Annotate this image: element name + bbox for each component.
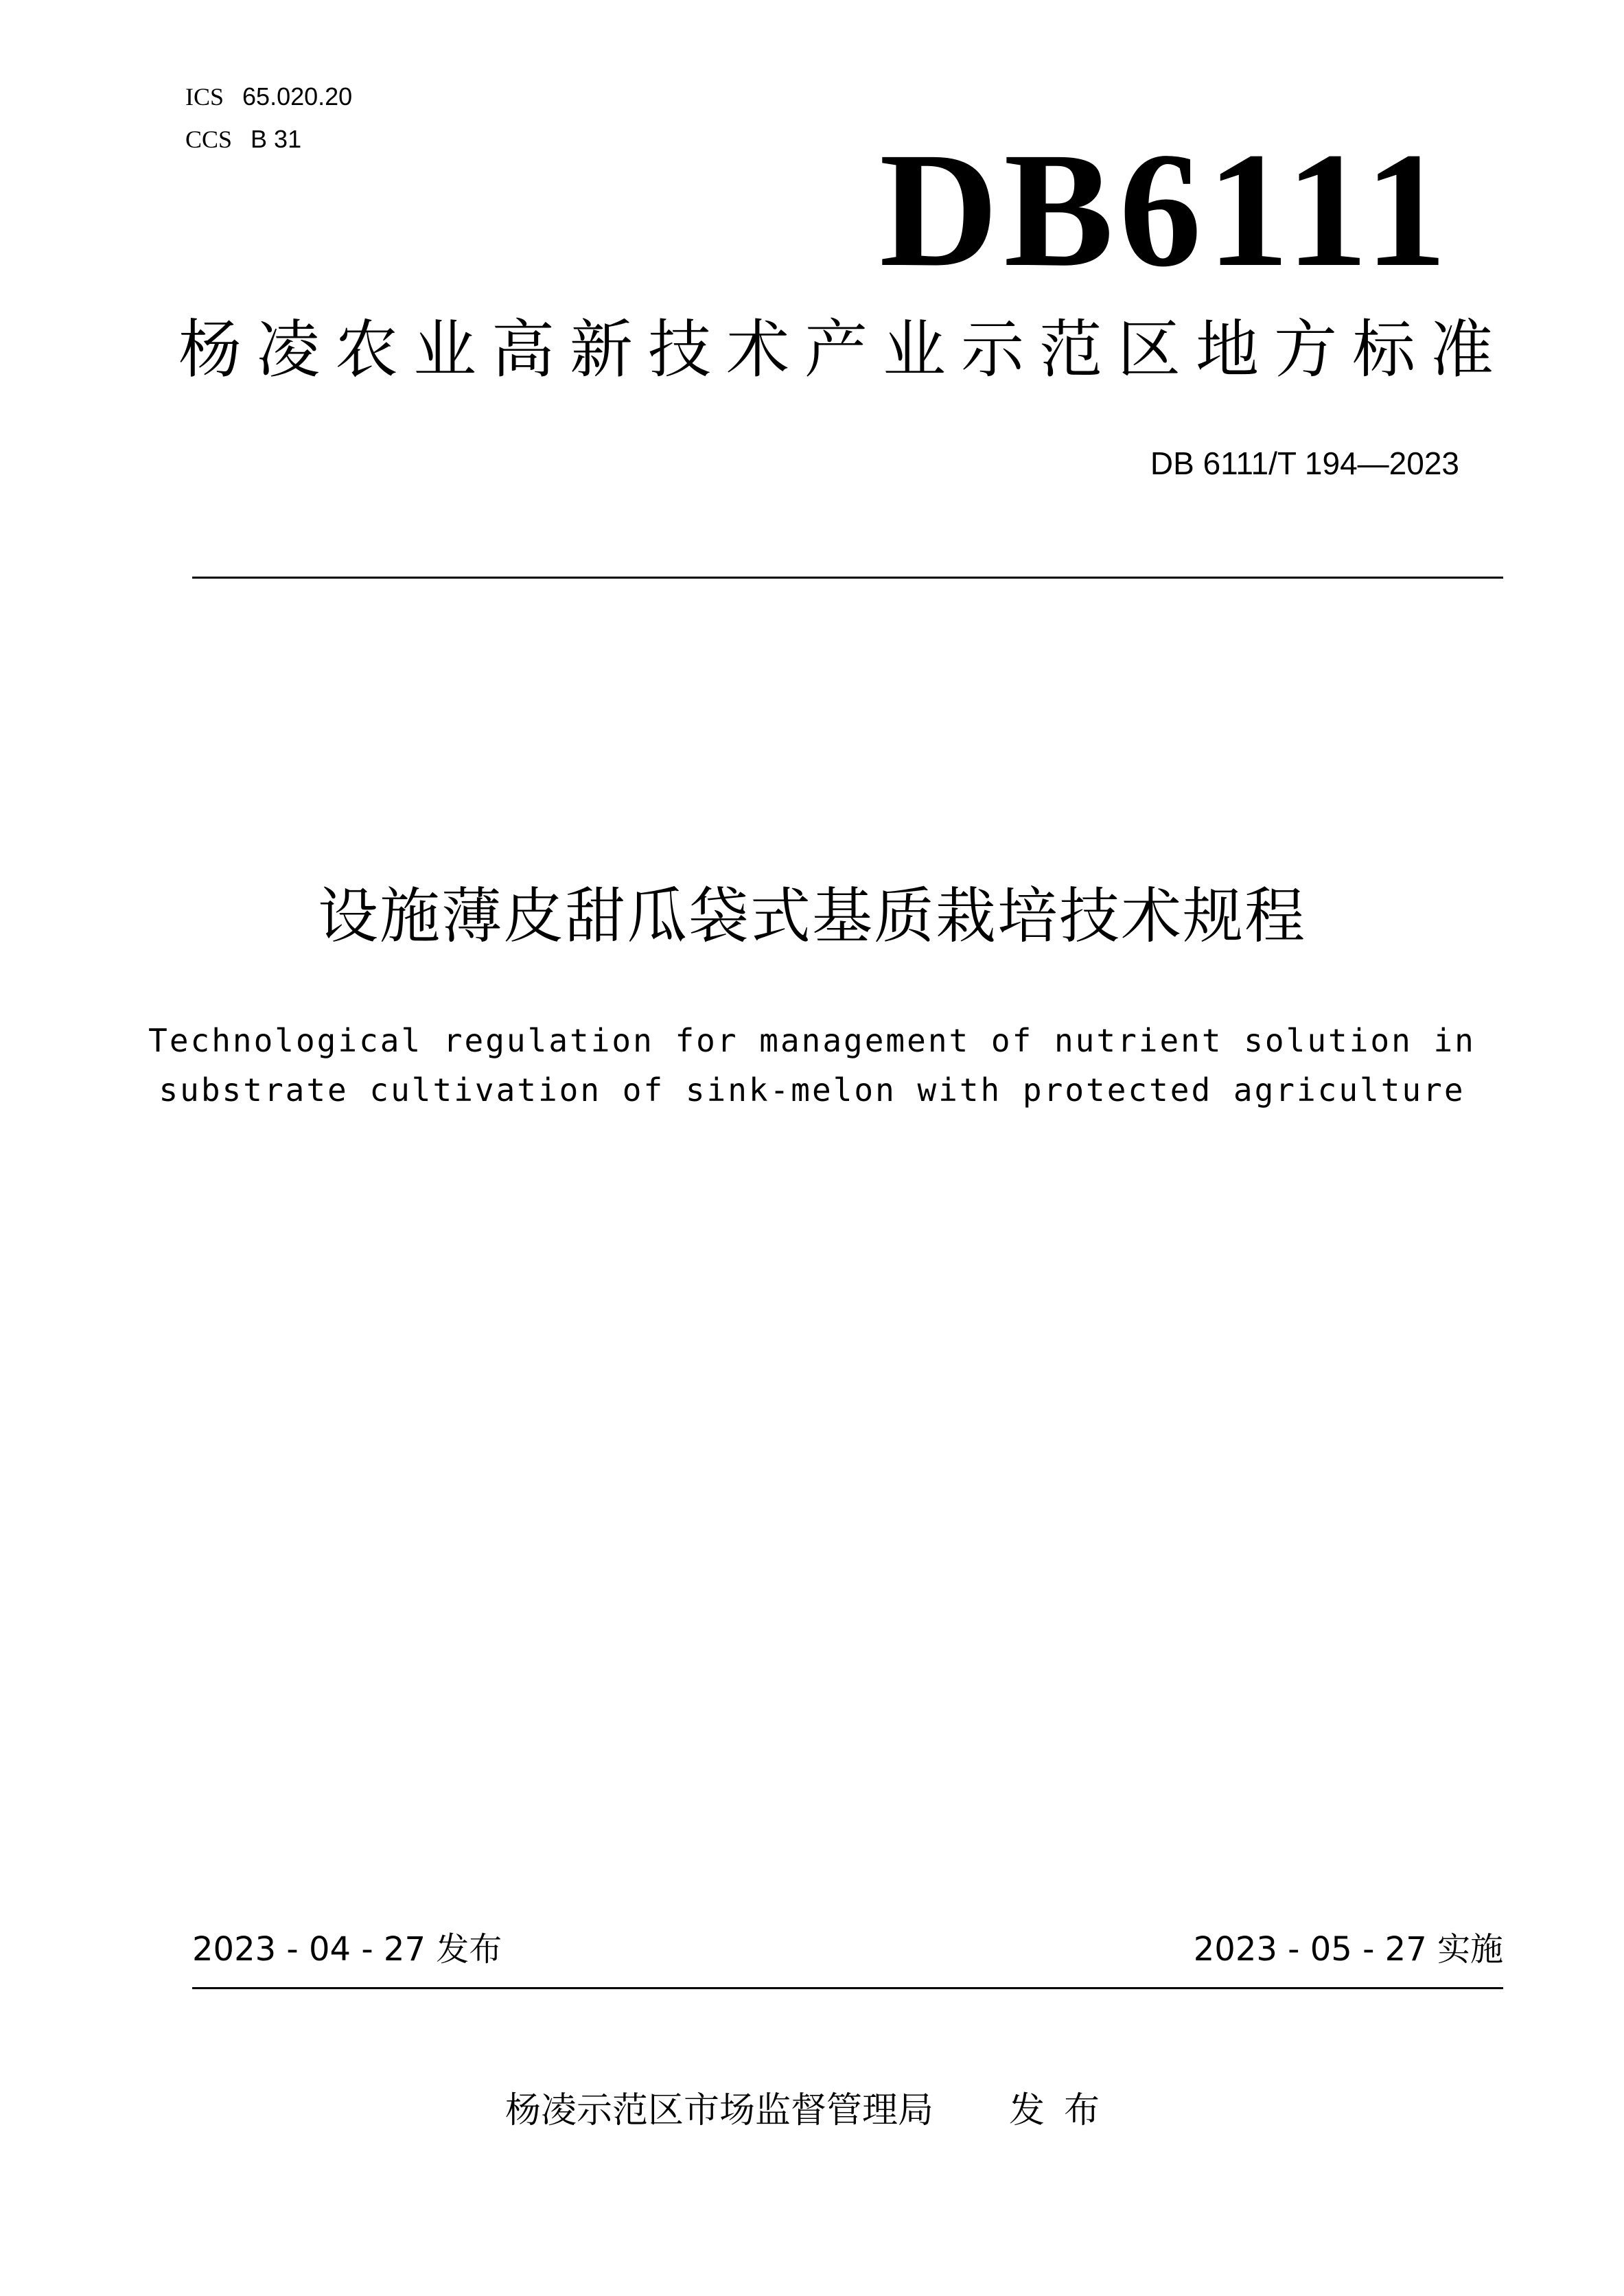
bottom-divider [192,1987,1503,1989]
publish-label: 发布 [1009,2090,1120,2131]
ccs-value: B 31 [251,125,302,153]
ics-label: ICS [185,83,224,111]
implementation-date: 2023 - 05 - 27 实施 [1193,1930,1503,1969]
issuer-name: 杨凌示范区市场监督管理局 [504,2090,933,2131]
ics-value: 65.020.20 [242,82,353,111]
english-title-line-1: Technological regulation for management of nutrient solution in [148,1022,1476,1059]
ics-row [185,76,352,118]
ccs-label: CCS [185,126,233,153]
standard-logo: DB6111 [879,118,1452,301]
classification-codes [185,76,352,161]
issuer-line [0,2087,1624,2135]
document-title-english [0,1016,1624,1115]
ccs-row [185,118,352,161]
standard-type: 杨凌农业高新技术产业示范区地方标准 [178,313,1509,386]
document-title-chinese: 设施薄皮甜瓜袋式基质栽培技术规程 [317,881,1306,951]
issue-date: 2023 - 04 - 27 发布 [192,1930,502,1969]
standard-number: DB 6111/T 194—2023 [1150,445,1459,481]
top-divider [192,577,1503,579]
english-title-line-2: substrate cultivation of sink-melon with protected agriculture [159,1071,1465,1109]
